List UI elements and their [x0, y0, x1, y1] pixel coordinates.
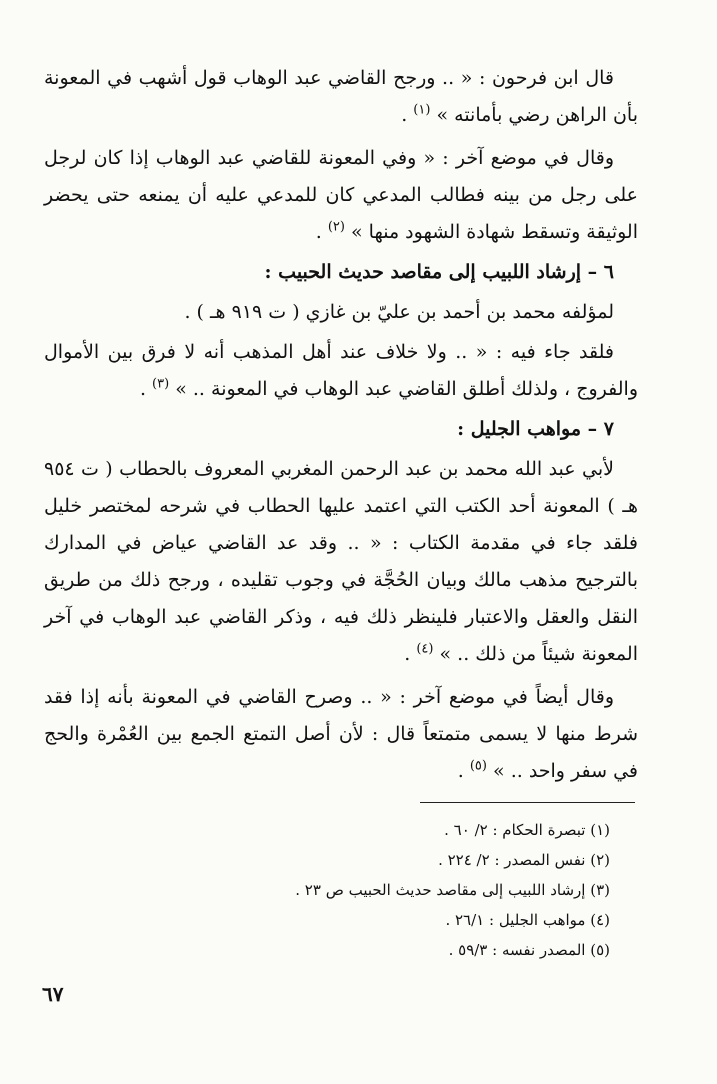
footnote-ref-4: (٤)	[416, 641, 434, 657]
footnote-ref-5: (٥)	[469, 758, 487, 774]
main-text	[44, 60, 638, 790]
paragraph-3-text: فلقد جاء فيه : « .. ولا خلاف عند أهل المذهب أنه لا فرق بين الأموال والفروج ، ولذلك أطلق القاضي عبد الوهاب في المعونة .. »	[44, 341, 638, 400]
paragraph-4	[44, 451, 638, 673]
footnote-2: (٢) نفس المصدر : ٢/ ٢٢٤ .	[438, 851, 610, 869]
paragraph-3-tail: .	[139, 378, 146, 400]
paragraph-1-text: قال ابن فرحون : « .. ورجح القاضي عبد الوهاب قول أشهب في المعونة بأن الراهن رضي بأمانته »	[44, 67, 638, 126]
paragraph-2	[44, 140, 638, 251]
footnote-3: (٣) إرشاد اللبيب إلى مقاصد حديث الحبيب ص ٢٣ .	[295, 881, 610, 899]
paragraph-5	[44, 679, 638, 790]
footnote-ref-1: (١)	[413, 102, 431, 118]
paragraph-3	[44, 334, 638, 408]
paragraph-2-text: وقال في موضع آخر : « وفي المعونة للقاضي عبد الوهاب إذا كان لرجل على رجل من بينه فطالب المدعي كان للمدعي عليه أن يمنعه حتى يحضر الوثيقة وتسقط شهادة الشهود منها »	[44, 147, 638, 243]
footnote-4: (٤) مواهب الجليل : ٢٦/١ .	[445, 911, 610, 929]
paragraph-5-tail: .	[457, 760, 464, 782]
footnote-divider	[420, 802, 635, 803]
footnotes	[200, 815, 610, 965]
footnote-ref-2: (٢)	[327, 219, 345, 235]
paragraph-4-tail: .	[404, 643, 411, 665]
footnote-1: (١) تبصرة الحكام : ٢/ ٦٠ .	[444, 821, 610, 839]
section-heading-7: ٧ – مواهب الجليل :	[457, 418, 614, 440]
section-heading-6: ٦ – إرشاد اللبيب إلى مقاصد حديث الحبيب :	[264, 261, 614, 283]
footnote-5: (٥) المصدر نفسه : ٥٩/٣ .	[448, 941, 610, 959]
paragraph-5-text: وقال أيضاً في موضع آخر : « .. وصرح القاضي في المعونة بأنه إذا فقد شرط منها لا يسمى متمتعاً قال : لأن أصل التمتع الجمع بين العُمْرة والحج في سفر واحد .. »	[44, 686, 638, 782]
paragraph-2-tail: .	[315, 221, 322, 243]
page-number: ٦٧	[42, 982, 64, 1006]
paragraph-4-text: لأبي عبد الله محمد بن عبد الرحمن المغربي المعروف بالحطاب ( ت ٩٥٤ هـ ) المعونة أحد الكتب التي اعتمد عليها الحطاب في شرحه لمختصر خليل فلقد جاء في مقدمة الكتاب : « .. وقد عد القاضي عياض في المدارك بالترجيح مذهب مالك وبيان الحُجَّة في وجوب تقليده ، ورجح ذلك من طريق النقل والعقل والاعتبار فلينظر ذلك فيه ، وذكر القاضي عبد الوهاب في آخر المعونة شيئاً من ذلك .. »	[44, 458, 638, 665]
paragraph-author-6	[44, 294, 638, 331]
paragraph-author-6-text: لمؤلفه محمد بن أحمد بن عليّ بن غازي ( ت ٩١٩ هـ ) .	[184, 301, 614, 323]
footnote-ref-3: (٣)	[152, 376, 170, 392]
paragraph-1-tail: .	[401, 104, 408, 126]
paragraph-1	[44, 60, 638, 134]
